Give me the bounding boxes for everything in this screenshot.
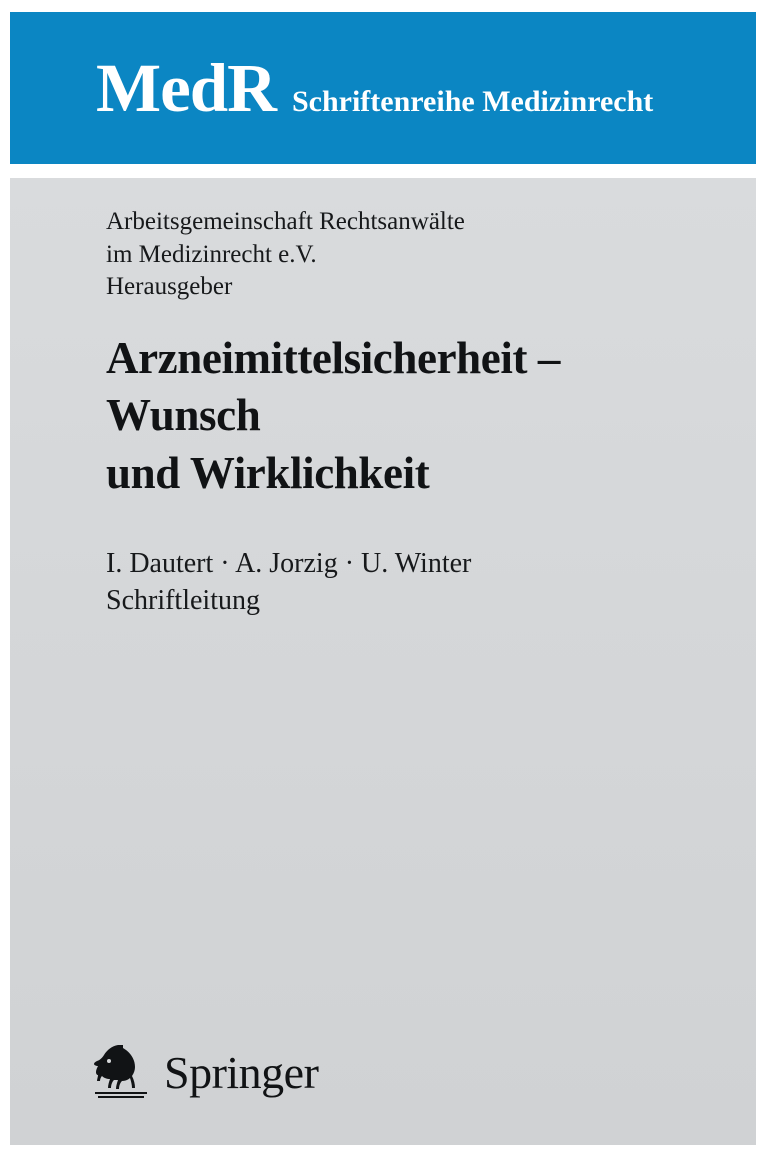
editor-block: [106, 206, 706, 304]
publisher-block: [88, 1041, 318, 1103]
series-subtitle: Schriftenreihe Medizinrecht: [291, 84, 654, 118]
author-names: I. Dautert · A. Jorzig · U. Winter: [106, 548, 472, 580]
series-banner-inner: [10, 49, 654, 126]
cover-content: [106, 206, 706, 620]
cover-body-panel: [10, 178, 756, 1145]
author-role: Schriftleitung: [106, 585, 260, 617]
series-banner: [10, 12, 756, 164]
book-title-line-2: Wunsch: [106, 390, 261, 441]
springer-horse-icon: [88, 1041, 154, 1103]
book-title: [106, 330, 706, 503]
editor-role: Herausgeber: [106, 273, 233, 300]
book-title-line-3: und Wirklichkeit: [106, 447, 430, 498]
editor-line-2: im Medizinrecht e.V.: [106, 240, 317, 268]
publisher-name: Springer: [164, 1046, 319, 1098]
book-title-line-1: Arzneimittelsicherheit –: [106, 332, 560, 383]
editor-line-1: Arbeitsgemeinschaft Rechtsanwälte: [106, 208, 465, 235]
series-logo: MedR: [96, 49, 276, 126]
